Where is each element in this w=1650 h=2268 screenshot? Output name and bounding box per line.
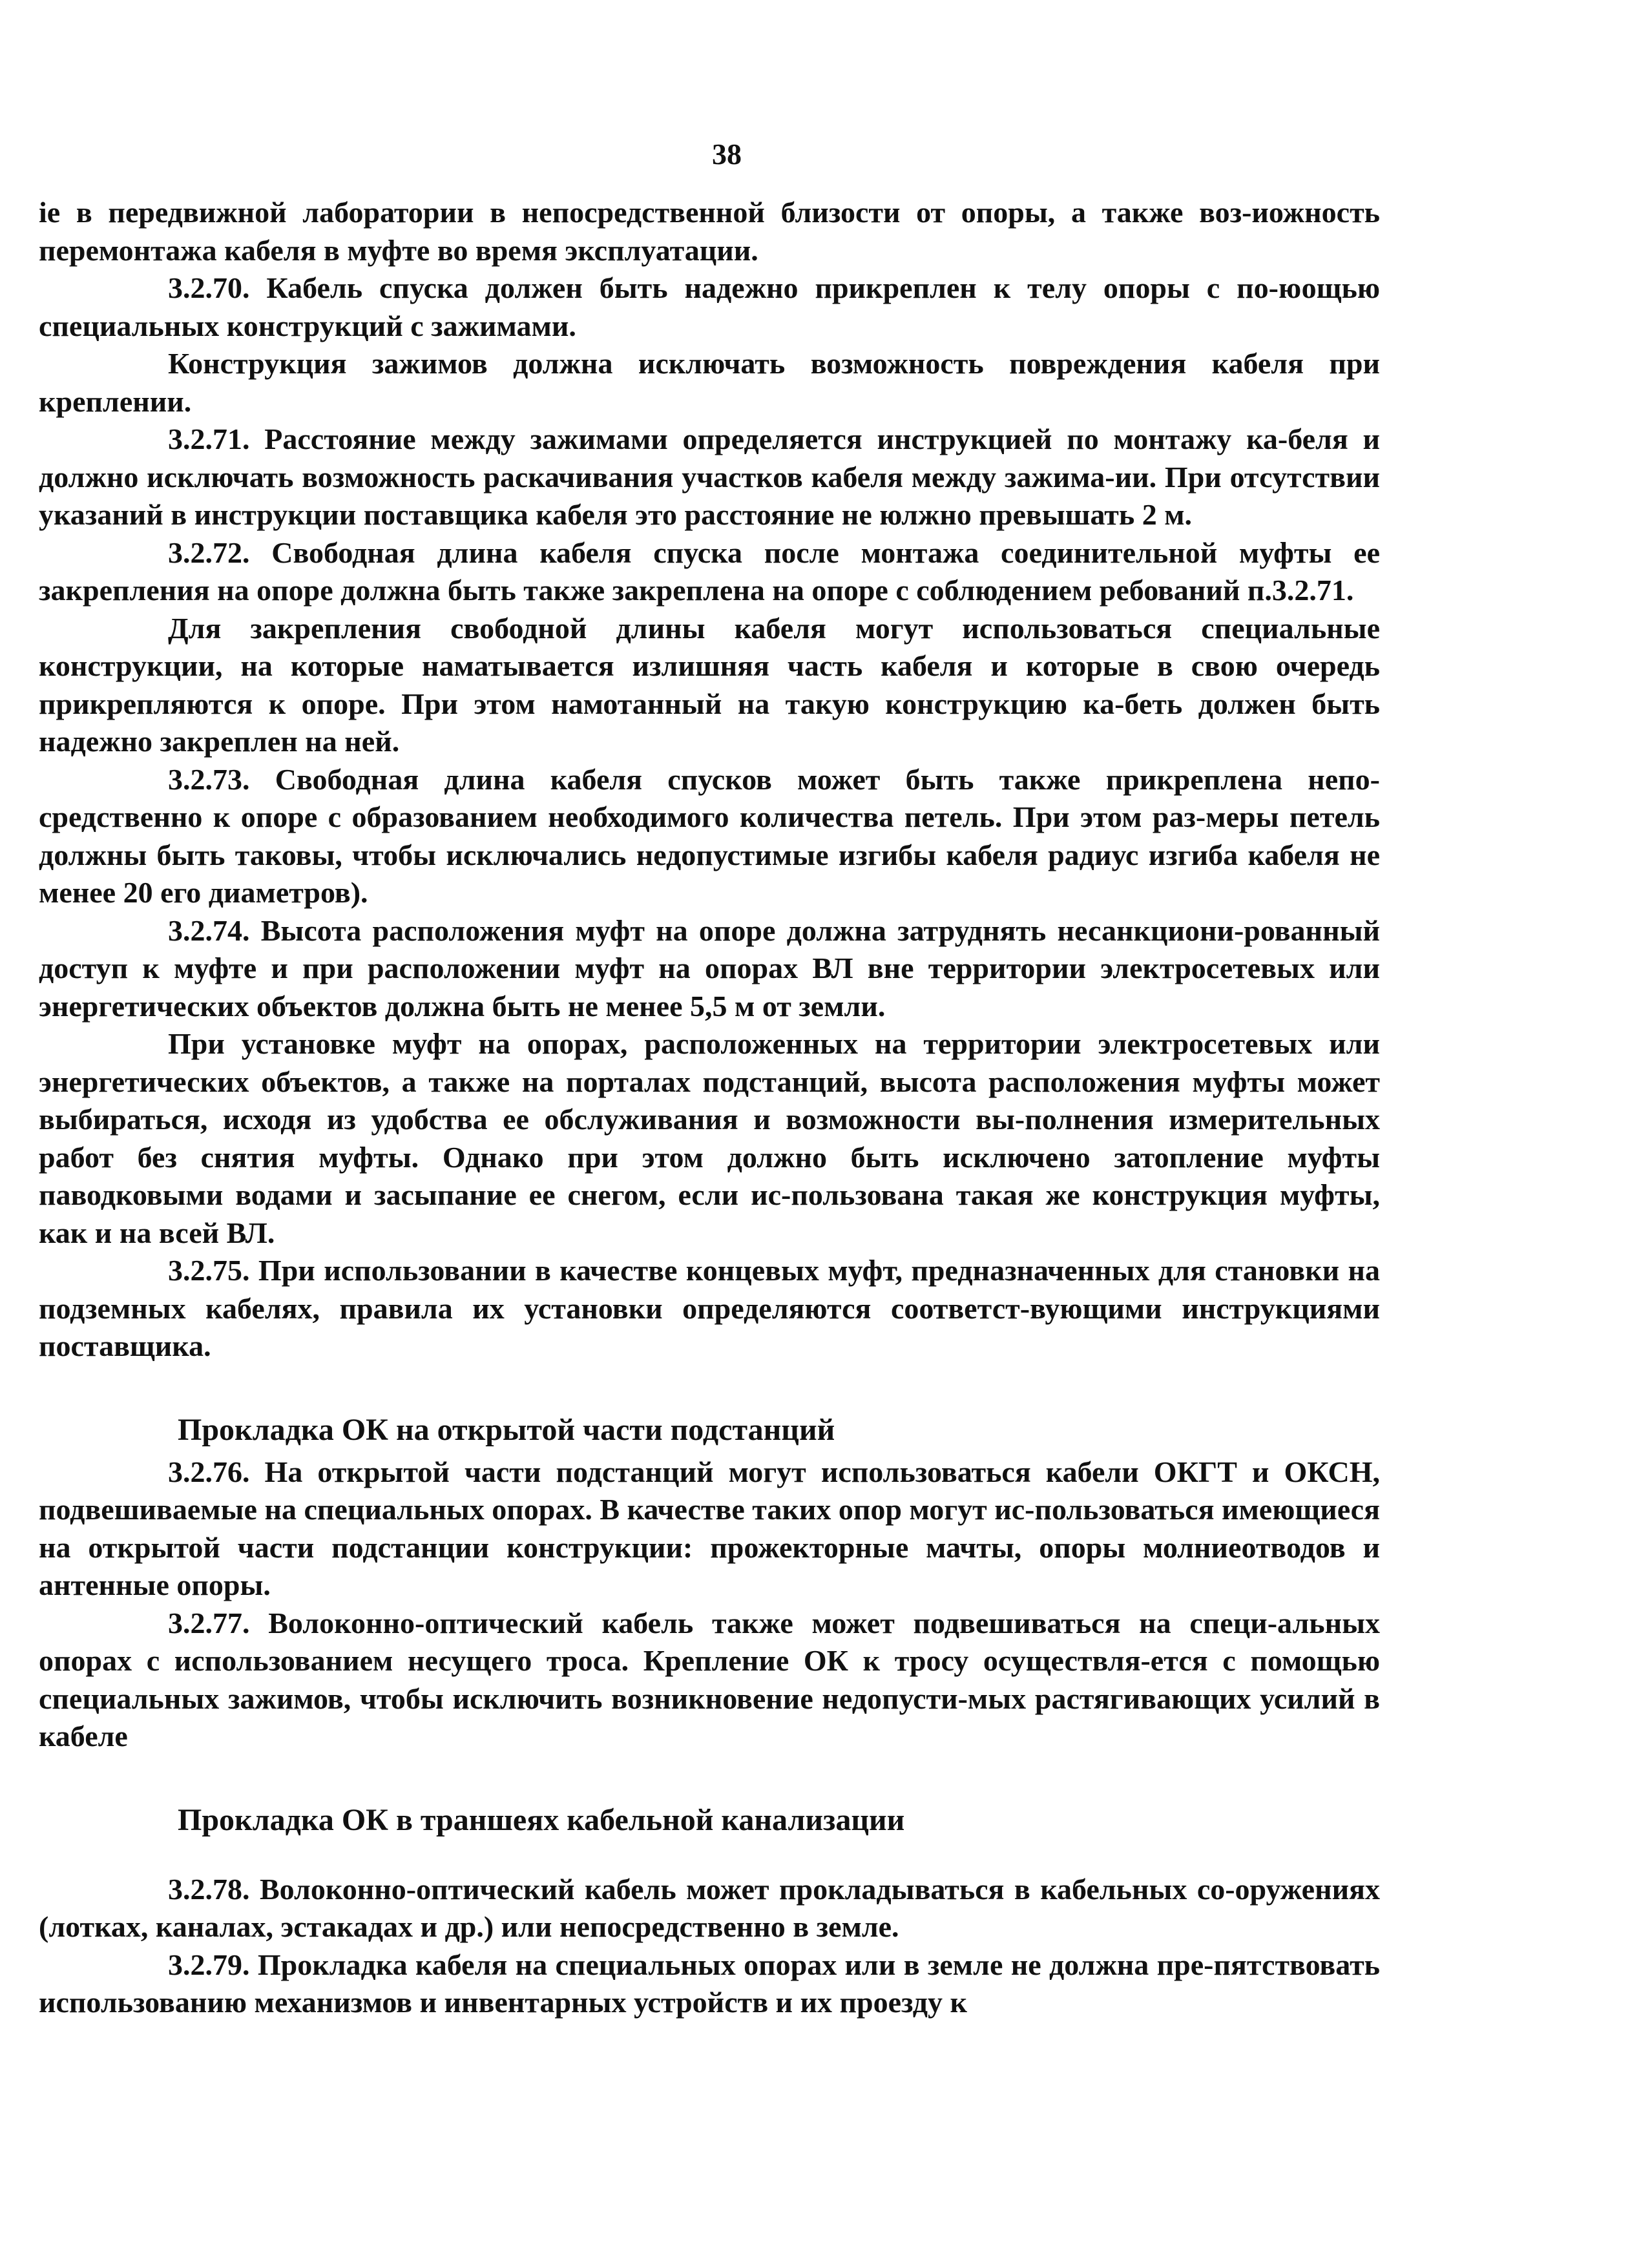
paragraph: 3.2.70. Кабель спуска должен быть надежно прикреплен к телу опоры с по-юощью специальных конструкций с зажимами. [39,271,1380,342]
paragraph: 3.2.71. Расстояние между зажимами определяется инструкцией по монтажу ка-беля и должно исключать возможность раскачивания участков кабеля между зажима-ии. При отсутствии указаний в инструкции поставщика кабеля это расстояние не юлжно превышать 2 м. [39,422,1380,531]
paragraph: 3.2.78. Волоконно-оптический кабель может прокладываться в кабельных со-оружениях (лотках, каналах, эстакадах и др.) или непосредственно в земле. [39,1872,1380,1943]
paragraph: 3.2.77. Волоконно-оптический кабель также может подвешиваться на специ-альных опорах с использованием несущего троса. Крепление ОК к тросу осуществля-ется с помощью специальных зажимов, чтобы исключить возникновение недопусти-мых растягивающих усилий в кабеле [39,1606,1380,1753]
section-heading: Прокладка ОК в траншеях кабельной канализации [178,1802,905,1837]
section-spacer [39,1844,1380,1871]
section-heading: Прокладка ОК на открытой части подстанций [178,1412,835,1447]
paragraph: 3.2.76. На открытой части подстанций могут использоваться кабели ОКГТ и ОКСН, подвешиваемые на специальных опорах. В качестве таких опор могут ис-пользоваться имеющиеся на открытой части подстанции конструкции: прожекторные мачты, опоры молниеотводов и антенные опоры. [39,1455,1380,1601]
page-number: 38 [712,138,742,171]
paragraph: ie в передвижной лаборатории в непосредственной близости от опоры, а также воз-иожность перемонтажа кабеля в муфте во время эксплуатации. [39,196,1380,267]
document-body [39,194,1380,2022]
paragraph: Конструкция зажимов должна исключать возможность повреждения кабеля при креплении. [39,347,1380,418]
paragraph: 3.2.74. Высота расположения муфт на опоре должна затруднять несанкциони-рованный доступ к муфте и при расположении муфт на опорах ВЛ вне территории электросетевых или энергетических объектов должна быть не менее 5,5 м от земли. [39,913,1380,1023]
paragraph: Для закрепления свободной длины кабеля могут использоваться специальные конструкции, на которые наматывается излишняя часть кабеля и которые в свою очередь прикрепляются к опоре. При этом намотанный на такую конструкцию ка-беть должен быть надежно закреплен на ней. [39,611,1380,758]
paragraph: 3.2.75. При использовании в качестве концевых муфт, предназначенных для становки на подземных кабелях, правила их установки определяются соответст-вующими инструкциями поставщика. [39,1254,1380,1362]
paragraph: 3.2.73. Свободная длина кабеля спусков может быть также прикреплена непо-средственно к опоре с образованием необходимого количества петель. При этом раз-меры петель должны быть таковы, чтобы исключались недопустимые изгибы кабеля радиус изгиба кабеля не менее 20 его диаметров). [39,762,1380,909]
paragraph: 3.2.72. Свободная длина кабеля спуска после монтажа соединительной муфты ее закрепления на опоре должна быть также закреплена на опоре с соблюдением ребований п.3.2.71. [39,536,1380,607]
paragraph: 3.2.79. Прокладка кабеля на специальных опорах или в земле не должна пре-пятствовать использованию механизмов и инвентарных устройств и их проезду к [39,1948,1380,2019]
paragraph: При установке муфт на опорах, расположенных на территории электросетевых или энергетических объектов, а также на порталах подстанций, высота расположения муфты может выбираться, исходя из удобства ее обслуживания и возможности вы-полнения измерительных работ без снятия муфты. Однако при этом должно быть исключено затопление муфты паводковыми водами и засыпание ее снегом, если ис-пользована такая же конструкция муфты, как и на всей ВЛ. [39,1027,1380,1249]
